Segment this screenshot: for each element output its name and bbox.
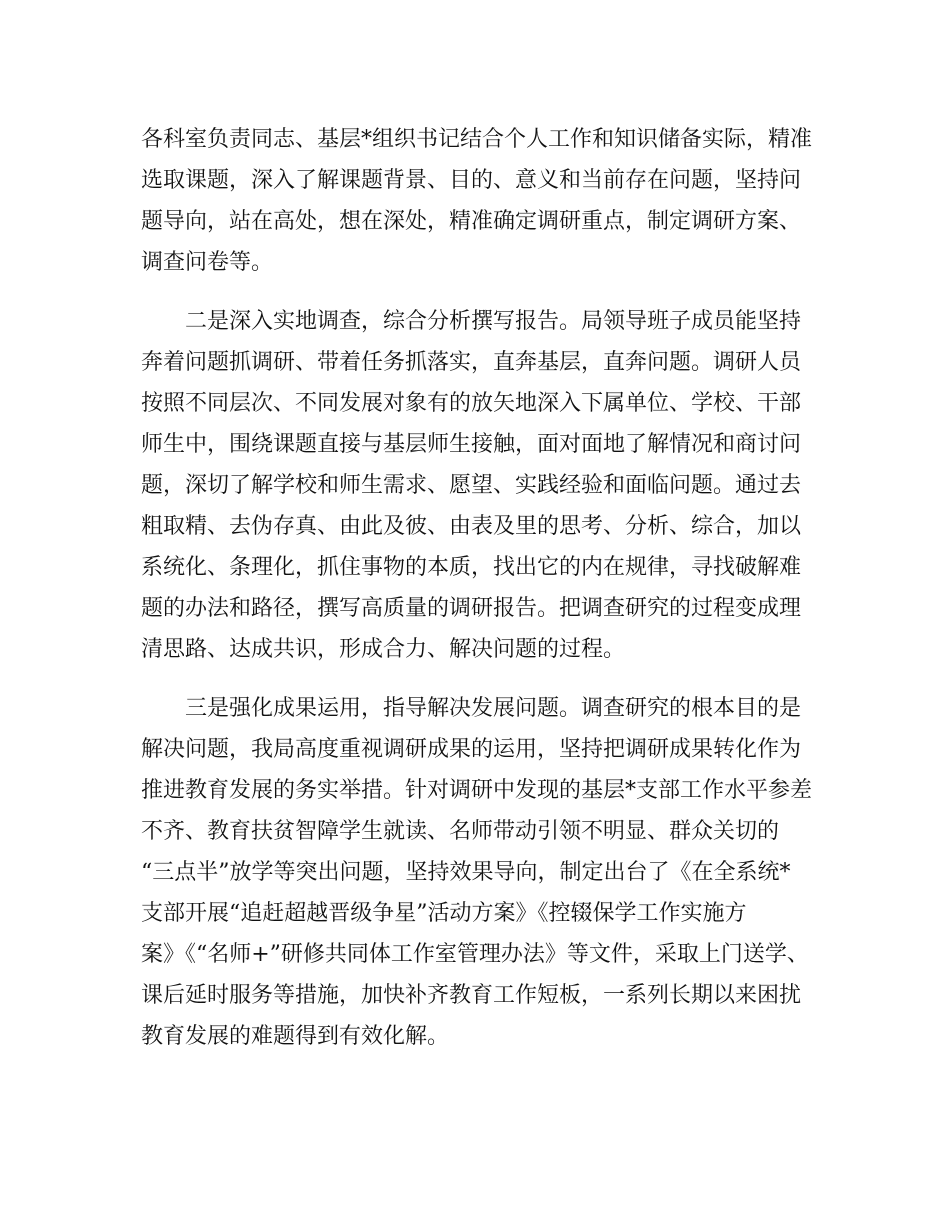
paragraph-1 <box>141 119 821 283</box>
text-line: 师生中，围绕课题直接与基层师生接触，面对面地了解情况和商讨问 <box>141 432 802 457</box>
text-line: 粗取精、去伪存真、由此及彼、由表及里的思考、分析、综合，加以 <box>141 514 802 539</box>
text-line: 三是强化成果运用，指导解决发展问题。调查研究的根本目的是 <box>185 696 802 721</box>
text-line: 按照不同层次、不同发展对象有的放矢地深入下属单位、学校、干部 <box>141 391 802 416</box>
text-line: 教育发展的难题得到有效化解。 <box>141 1024 450 1049</box>
paragraph-spacer <box>141 283 821 301</box>
text-line: 不齐、教育扶贫智障学生就读、名师带动引领不明显、群众关切的 <box>141 819 780 844</box>
text-line: 支部开展“追赶超越晋级争星”活动方案》《控辍保学工作实施方 <box>141 901 747 926</box>
text-line: 调查问卷等。 <box>141 250 274 275</box>
text-line: 解决问题，我局高度重视调研成果的运用，坚持把调研成果转化作为 <box>141 737 802 762</box>
paragraph-3 <box>141 688 821 1057</box>
text-line: 选取课题，深入了解课题背景、目的、意义和当前存在问题，坚持问 <box>141 168 802 193</box>
paragraph-spacer <box>141 670 821 688</box>
text-line: 题的办法和路径，撰写高质量的调研报告。把调查研究的过程变成理 <box>141 596 802 621</box>
text-line: “三点半”放学等突出问题，坚持效果导向，制定出台了《在全系统* <box>141 860 791 885</box>
text-line: 各科室负责同志、基层*组织书记结合个人工作和知识储备实际，精准 <box>141 127 813 152</box>
text-line: 二是深入实地调查，综合分析撰写报告。局领导班子成员能坚持 <box>185 309 802 334</box>
text-line: 系统化、条理化，抓住事物的本质，找出它的内在规律，寻找破解难 <box>141 555 802 580</box>
document-body <box>141 119 821 1057</box>
text-line: 课后延时服务等措施，加快补齐教育工作短板，一系列长期以来困扰 <box>141 983 802 1008</box>
text-line: 推进教育发展的务实举措。针对调研中发现的基层*支部工作水平参差 <box>141 778 813 803</box>
text-line: 题导向，站在高处，想在深处，精准确定调研重点，制定调研方案、 <box>141 209 802 234</box>
text-line: 题，深切了解学校和师生需求、愿望、实践经验和面临问题。通过去 <box>141 473 802 498</box>
text-line: 案》《“名师+”研修共同体工作室管理办法》等文件，采取上门送学、 <box>141 942 809 967</box>
paragraph-2 <box>141 301 821 670</box>
text-line: 奔着问题抓调研、带着任务抓落实，直奔基层，直奔问题。调研人员 <box>141 350 802 375</box>
text-line: 清思路、达成共识，形成合力、解决问题的过程。 <box>141 637 626 662</box>
